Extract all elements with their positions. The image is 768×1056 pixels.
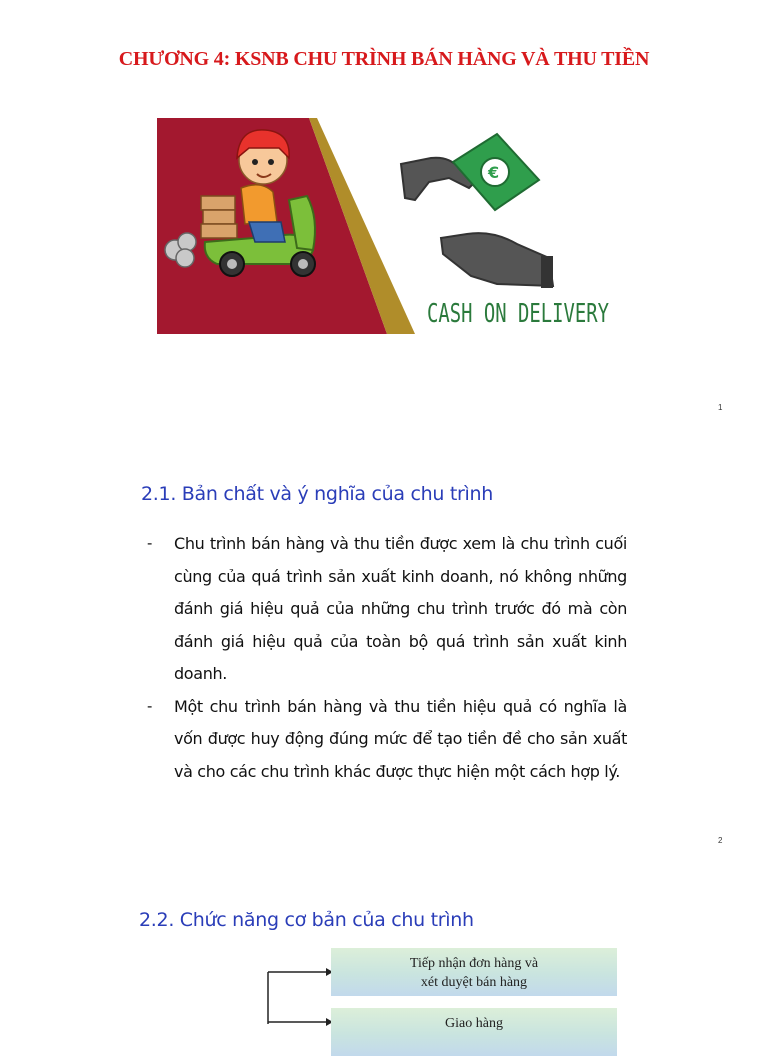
diagram-box — [331, 1008, 617, 1056]
diagram-box-line: Tiếp nhận đơn hàng và — [409, 956, 539, 971]
money-hand-icon — [401, 134, 553, 288]
cash-on-delivery-caption: CASH ON DELIVERY — [427, 299, 610, 329]
list-item — [147, 528, 627, 691]
diagram-box-line: Giao hàng — [445, 1016, 503, 1031]
chapter-title: CHƯƠNG 4: KSNB CHU TRÌNH BÁN HÀNG VÀ THU TIỀN — [118, 48, 650, 70]
svg-text:€: € — [488, 163, 500, 182]
page-number: 1 — [718, 403, 723, 412]
diagram-box-line: xét duyệt bán hàng — [420, 975, 528, 990]
list-item — [147, 691, 627, 789]
section-heading: 2.2. Chức năng cơ bản của chu trình — [139, 909, 474, 931]
bullet-dash: - — [147, 697, 153, 715]
bullet-text: Một chu trình bán hàng và thu tiền hiệu quả có nghĩa là vốn được huy động đúng mức để tạo tiền đề cho sản xuất và cho các chu trình khác được thực hiện một cách hợp lý. — [174, 696, 627, 781]
function-flow-diagram — [264, 946, 624, 1031]
diagram-box — [331, 948, 617, 996]
section-heading: 2.1. Bản chất và ý nghĩa của chu trình — [141, 483, 493, 505]
page-number: 2 — [718, 836, 723, 845]
cash-on-delivery-banner — [157, 118, 612, 334]
bullet-list — [147, 528, 627, 788]
bullet-text: Chu trình bán hàng và thu tiền được xem là chu trình cuối cùng của quá trình sản xuất kinh doanh, nó không những đánh giá hiệu quả của những chu trình trước đó mà còn đánh giá hiệu quả của toàn bộ quá trình sản xuất kinh doanh. — [174, 534, 627, 683]
diagram-connectors — [264, 946, 334, 1024]
bullet-dash: - — [147, 535, 153, 552]
